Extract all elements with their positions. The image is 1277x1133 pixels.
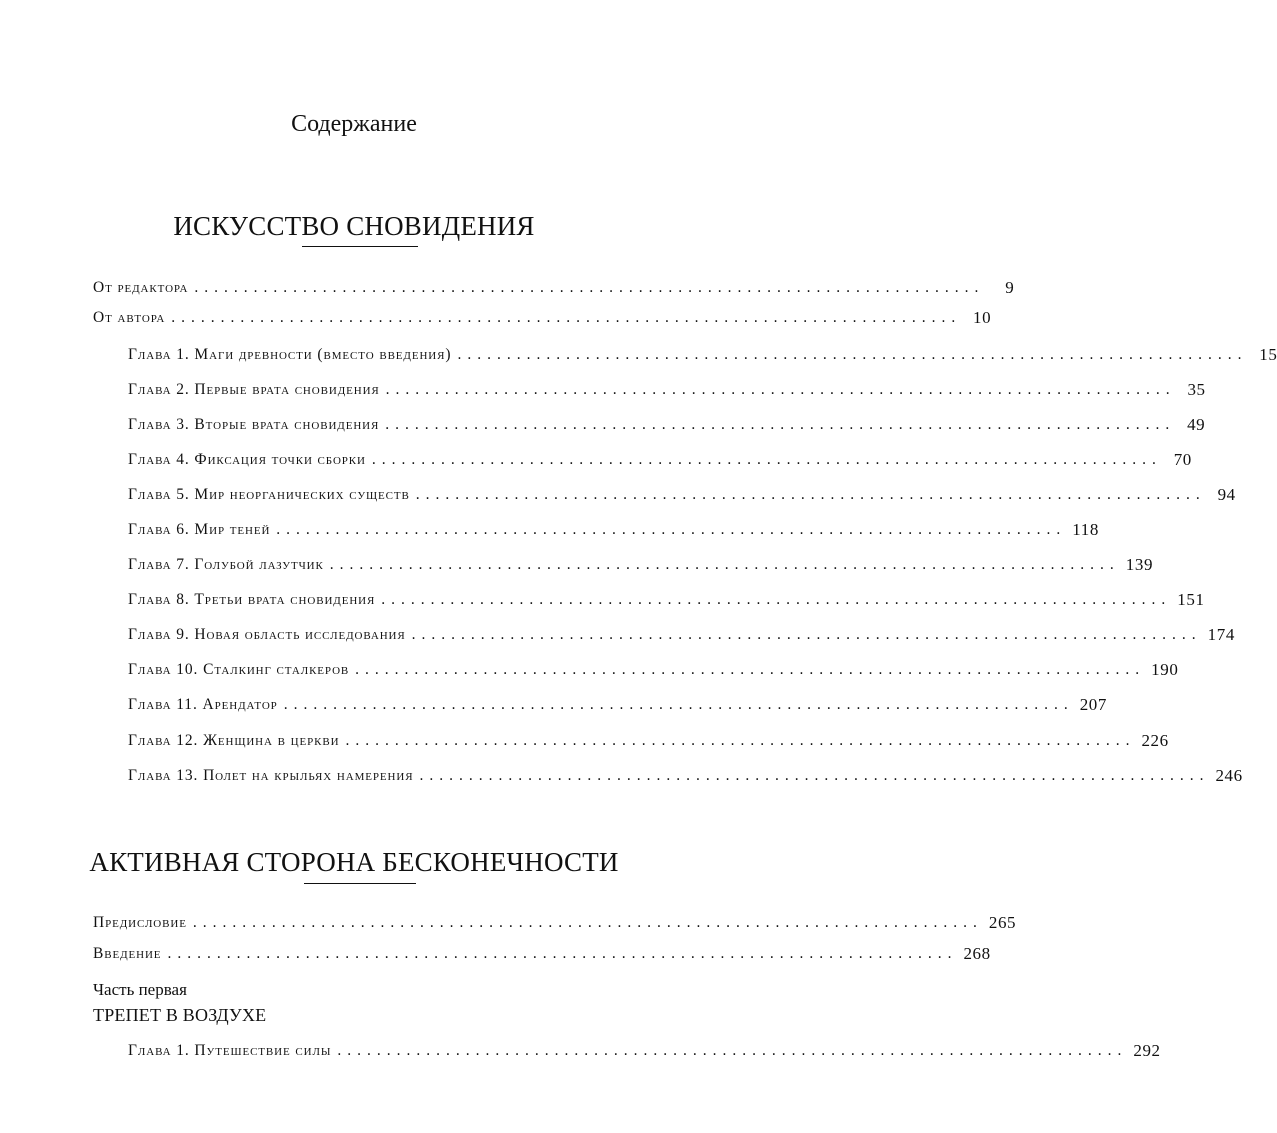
toc-entry-label: Глава 12. Женщина в церкви — [128, 732, 340, 749]
toc-entry-page: 139 — [1125, 555, 1154, 574]
toc-entry — [128, 588, 1205, 610]
toc-entry-label: Глава 11. Арендатор — [128, 696, 278, 713]
toc-entry-label: От автора — [93, 309, 166, 326]
toc-entry — [128, 553, 1154, 575]
toc-entry — [128, 518, 1099, 540]
toc-entry-page: 15 — [1259, 345, 1277, 364]
toc-entry-page: 70 — [1173, 450, 1192, 469]
part-label: Часть первая — [93, 980, 187, 999]
toc-entry-page: 190 — [1151, 660, 1179, 679]
toc-entry — [128, 693, 1108, 715]
toc-entry-label: Глава 6. Мир теней — [128, 521, 271, 538]
dot-leader: ................................................................................ — [457, 346, 1248, 363]
dot-leader: ................................................................................ — [337, 1042, 1128, 1059]
dot-leader: ................................................................................ — [276, 521, 1067, 538]
dot-leader: ................................................................................ — [283, 696, 1074, 713]
toc-entry — [128, 764, 1243, 786]
part-title: ТРЕПЕТ В ВОЗДУХЕ — [93, 1005, 267, 1025]
dot-leader: ................................................................................ — [345, 732, 1136, 749]
toc-entry-label: Глава 1. Маги древности (вместо введения) — [128, 346, 452, 363]
toc-entry-page: 265 — [988, 913, 1017, 932]
toc-entry-page: 94 — [1217, 485, 1236, 504]
dot-leader: ................................................................................ — [329, 556, 1120, 573]
toc-entry — [128, 378, 1206, 400]
toc-entry-page: 9 — [1005, 278, 1015, 297]
toc-entry — [128, 413, 1206, 435]
toc-entry — [128, 623, 1235, 645]
toc-entry-label: Предисловие — [93, 914, 187, 931]
section-divider — [304, 883, 416, 884]
dot-leader: ................................................................................ — [381, 591, 1172, 608]
toc-entry — [93, 306, 992, 328]
toc-entry-label: От редактора — [93, 279, 189, 296]
toc-entry-page: 226 — [1141, 731, 1169, 750]
toc-entry-label: Глава 8. Третьи врата сновидения — [128, 591, 376, 608]
toc-entry-page: 118 — [1072, 520, 1099, 539]
toc-entry-page: 35 — [1187, 380, 1206, 399]
toc-entry — [128, 343, 1277, 365]
toc-entry-page: 292 — [1133, 1041, 1161, 1060]
toc-entry-page: 10 — [973, 308, 992, 327]
toc-entry-label: Глава 1. Путешествие силы — [128, 1042, 332, 1059]
dot-leader: ................................................................................ — [385, 416, 1176, 433]
toc-entry — [128, 483, 1236, 505]
dot-leader: ................................................................................ — [194, 279, 985, 296]
section-title-dreaming: ИСКУССТВО СНОВИДЕНИЯ — [173, 211, 535, 241]
toc-entry — [93, 911, 1017, 933]
toc-entry-label: Глава 10. Сталкинг сталкеров — [128, 661, 350, 678]
toc-entry-page: 49 — [1187, 415, 1206, 434]
toc-entry — [93, 942, 991, 964]
toc-entry — [128, 448, 1192, 470]
section-divider — [302, 246, 418, 247]
toc-entry-label: Глава 4. Фиксация точки сборки — [128, 451, 366, 468]
toc-entry-label: Глава 2. Первые врата сновидения — [128, 381, 380, 398]
toc-entry-page: 268 — [963, 944, 991, 963]
dot-leader: ................................................................................ — [419, 767, 1210, 784]
toc-entry-page: 151 — [1177, 590, 1205, 609]
toc-entry-label: Введение — [93, 945, 162, 962]
dot-leader: ................................................................................ — [371, 451, 1162, 468]
dot-leader: ................................................................................ — [167, 945, 958, 962]
dot-leader: ................................................................................ — [192, 914, 983, 931]
dot-leader: ................................................................................ — [411, 626, 1202, 643]
toc-entry-page: 246 — [1215, 766, 1243, 785]
dot-leader: ................................................................................ — [415, 486, 1206, 503]
toc-entry-label: Глава 9. Новая область исследования — [128, 626, 406, 643]
toc-entry-page: 207 — [1079, 695, 1108, 714]
toc-entry — [93, 276, 1015, 298]
contents-title: Содержание — [291, 111, 417, 137]
toc-entry — [128, 1039, 1161, 1061]
section-title-infinity: АКТИВНАЯ СТОРОНА БЕСКОНЕЧНОСТИ — [89, 847, 619, 877]
dot-leader: ................................................................................ — [355, 661, 1146, 678]
toc-entry-label: Глава 13. Полет на крыльях намерения — [128, 767, 414, 784]
toc-entry-label: Глава 7. Голубой лазутчик — [128, 556, 324, 573]
toc-entry — [128, 729, 1169, 751]
toc-entry-label: Глава 3. Вторые врата сновидения — [128, 416, 380, 433]
dot-leader: ................................................................................ — [385, 381, 1176, 398]
toc-entry-label: Глава 5. Мир неорганических существ — [128, 486, 410, 503]
dot-leader: ................................................................................ — [171, 309, 962, 326]
toc-entry — [128, 658, 1179, 680]
toc-entry-page: 174 — [1207, 625, 1235, 644]
